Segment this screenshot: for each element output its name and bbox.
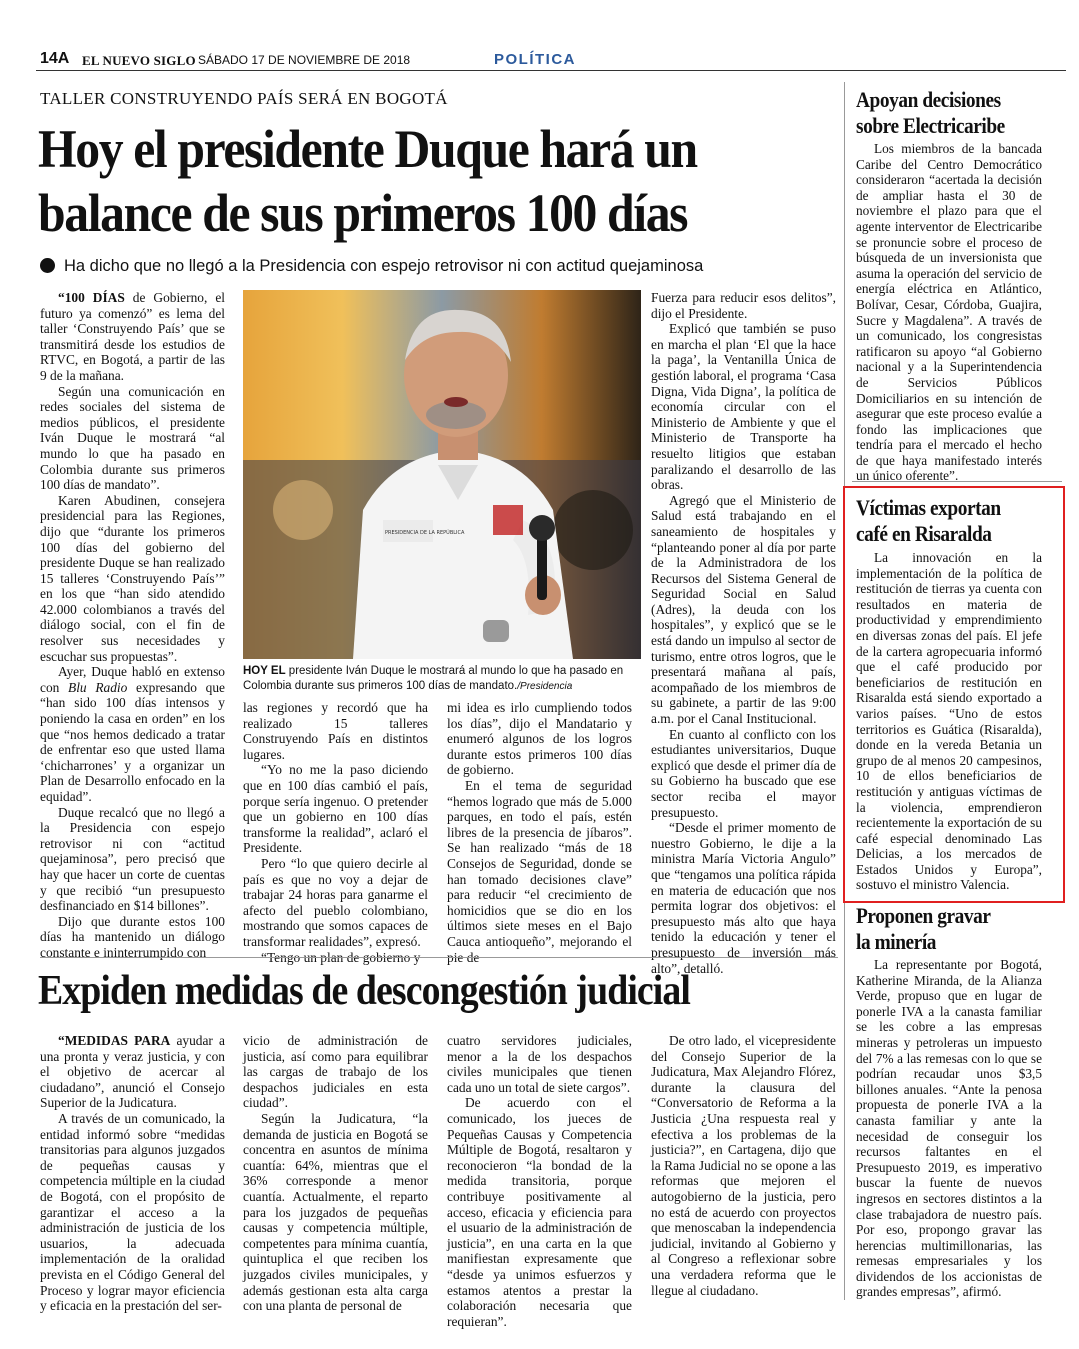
- second-column-1: [40, 1033, 225, 1314]
- lead-in: “100 DÍAS: [58, 290, 125, 305]
- sidebar-body-cafe: La innovación en la implementación de la política de restitución de tierras ya cuenta con resultados en materia de productividad y emprendimiento en diversas zonas del país. El jefe de la cartera agropecuaria informó que el café producido por beneficiarios de restitución en Risaralda está siendo exportado a varios países. “Uno de estos territorios es Guática (Risaralda), donde en la vereda Betania un grupo de al menos 20 campesinos, 10 de ellos beneficiarios de restitución y antiguas víctimas de la violencia, emprendieron recientemente la exportación de su café especial denominado Las Delicias, a los mercados de Estados Unidos y Europa”, sostuvo el ministro Valencia.: [856, 550, 1042, 893]
- paragraph: Explicó que también se puso en marcha el plan ‘El que la hace la paga’, la Ventanilla Única de gestión laboral, el programa ‘Casa Digna, Vida Digna’, la política de economía circular con el Ministerio de Ambiente y que el Ministerio de Transporte ha resuelto litigios que estaban paralizando el desarrollo de las obras.: [651, 321, 836, 493]
- article-headline: [38, 117, 756, 245]
- paragraph: vicio de administración de justicia, así como para equilibrar las cargas de trabajo de los despachos judiciales en esta ciudad”.: [243, 1033, 428, 1111]
- second-column-2: [243, 1033, 428, 1314]
- paragraph: Según la Judicatura, “la demanda de justicia en Bogotá se concentra en asuntos de mínima cuantía: 64%, mientras que el 36% corresponde a menor cuantía. Actualmente, el reparto para los juzgados de pequeñas causas y competencia múltiple, competentes para mínima cuantía, quintuplica el que reciben los juzgados civiles municipales, y además gestionan esta alta carga con una planta de personal de: [243, 1110, 428, 1314]
- article-column-4: [651, 290, 836, 976]
- article-divider: [40, 957, 838, 958]
- paragraph: “Tengo un plan de gobierno y: [261, 949, 421, 965]
- paragraph: Pero “lo que quiero decirle al país es que no voy a dejar de trabajar 24 horas para ganarme el afecto del pueblo colombiano, mostrando que somos capaces de transformar realidades”, expresó.: [243, 855, 428, 949]
- paragraph: “Yo no me la paso diciendo que en 100 días cambió el país, porque sería ingenuo. O pretender que un gobierno en 100 días transforme la realidad”, aclaró el Presidente.: [243, 762, 428, 856]
- subhead-text: Ha dicho que no llegó a la Presidencia con espejo retrovisor ni con actitud quejaminosa: [64, 257, 704, 275]
- caption-lead: HOY EL: [243, 665, 286, 677]
- article-column-2: [243, 700, 428, 965]
- newspaper-name: EL NUEVO SIGLO: [82, 53, 196, 68]
- article-subhead: [40, 257, 703, 276]
- paragraph: Fuerza para reducir esos delitos”, dijo el Presidente.: [651, 290, 836, 321]
- paragraph: cuatro servidores judiciales, menor a la de los despachos civiles municipales que tienen cada uno un total de siete cargos”.: [447, 1033, 632, 1095]
- paragraph: Duque recalcó que no llegó a la Presidencia con espejo retrovisor ni con “actitud quejaminosa”, pero precisó que hay que hacer un corte de cuentas y que recibió “un presupuesto desfinanciado en $14 billones”.: [40, 804, 225, 914]
- second-column-3: [447, 1033, 632, 1329]
- article-column-1: [40, 290, 225, 961]
- paragraph: A través de un comunicado, la entidad informó sobre “medidas transitorias para algunos juzgados de pequeñas causas y competencia múltiple en la ciudad de Bogotá, con el propósito de garantizar el acceso a la administración de justicia de los usuarios, la adecuada implementación de la oralidad prevista en el Código General del Proceso y lograr mayor eficiencia y eficacia en la prestación del ser-: [40, 1110, 225, 1314]
- sidebar-title-cafe: Víctimas exportan café en Risaralda: [856, 495, 1001, 546]
- sidebar-body-electricaribe: Los miembros de la bancada Caribe del Centro Democrático consideraron “acertada la decisión de ampliar hasta el 30 de noviembre el plazo para que el agente interventor de Electricaribe se pronuncie sobre el proceso de búsqueda de un inversionista que asuma la operación del servicio de energía eléctrica en Atlántico, Bolívar, Cesar, Córdoba, Guajira, Sucre y Magdalena”. A través de un comunicado, los congresistas ratificaron su apoyo “al Gobierno nacional y a la Superintendencia de Servicios Públicos Domiciliarios en su intención de asegurar que este proceso evalúe a fondo las implicaciones que tendría para el mercado el hecho de que haya manifestado interés un único oferente”.: [856, 141, 1042, 484]
- paragraph: “MEDIDAS PARA ayudar a una pronta y veraz justicia, y con el objetivo de acercar al ciudadano”, anunció el Consejo Superior de la Judicatura.: [40, 1033, 225, 1111]
- duque-photo-illustration: [243, 290, 641, 659]
- photo-caption: [243, 664, 641, 694]
- caption-credit: /Presidencia: [517, 681, 573, 692]
- issue-date: SÁBADO 17 DE NOVIEMBRE DE 2018: [198, 53, 411, 67]
- bullet-icon: [40, 258, 55, 273]
- sidebar-body-mineria: La representante por Bogotá, Katherine Miranda, de la Alianza Verde, propuso que en lugar de ponerle IVA a la canasta familiar se les cobre a las empresas mineras y petroleras un impuesto del 7% a las remesas con lo que se podrían recaudar unos $3,5 billones anuales. “Ante la penosa propuesta de ponerle IVA a la canasta familiar y ante la necesidad de conseguir los recursos faltantes en el Presupuesto 2019, es imperativo buscar la fuente de nuevos ingresos en sectores distintos a la clase trabajadora de nuestro país. Por eso, propongo gravar las herencias multimillonarias, las remesas empresariales y los dividendos de los accionistas de grandes empresas”, afirmó.: [856, 957, 1042, 1300]
- article-kicker: TALLER CONSTRUYENDO PAÍS SERÁ EN BOGOTÁ: [40, 89, 448, 108]
- article-photo: [243, 290, 641, 659]
- page-header: [36, 50, 1066, 72]
- photo-badge-text: PRESIDENCIA DE LA REPÚBLICA: [385, 530, 465, 536]
- paragraph: Ayer, Duque habló en extenso con Blu Radio expresando que “han sido 100 días intensos y poniendo la casa en orden” en los que “nos hemos dedicado a tratar de enfrentar eso que usted llama ‘chicharrones’ y a organizar un Plan de Desarrollo enfocado en la equidad”.: [40, 664, 225, 804]
- article-column-3: [447, 700, 632, 965]
- paragraph: Dijo que durante estos 100 días ha mantenido un diálogo constante e ininterrumpido con: [40, 913, 225, 960]
- paragraph: mi idea es irlo cumpliendo todos los días”, dijo el Mandatario y enumeró algunos de los logros durante estos primeros 100 días de gobierno.: [447, 700, 632, 778]
- caption-text: presidente Iván Duque le mostrará al mundo lo que ha pasado en Colombia durante sus primeros 100 días de mandato.: [243, 665, 624, 692]
- paragraph: “100 DÍAS de Gobierno, el futuro ya comenzó” es lema del taller ‘Construyendo País’ que se transmitirá desde los estudios de RTVC, en Bogotá, a partir de las 9 de la mañana.: [40, 290, 225, 383]
- header-rule: [36, 70, 1066, 71]
- paragraph: De otro lado, el vicepresidente del Consejo Superior de la Judicatura, Max Alejandro Flórez, durante la clausura del “Conversatorio de Reforma a la Justicia ¿Una respuesta real y efectiva a los problemas de la justicia?”, en Cartagena, dijo que la Rama Judicial no se opone a las reformas que mejoren el autogobierno de la justicia, pero no está de acuerdo con proyectos que menoscaban la independencia judicial, invitando al Gobierno y al Congreso a reflexionar sobre una verdadera reforma que le llegue al ciudadano.: [651, 1033, 836, 1298]
- second-headline: Expiden medidas de descongestión judicial: [38, 968, 691, 1014]
- paragraph: las regiones y recordó que ha realizado 15 talleres Construyendo País en distintos lugares.: [243, 700, 428, 762]
- headline-line-1: Hoy el presidente Duque hará un: [38, 119, 697, 179]
- sidebar-title-electricaribe: Apoyan decisiones sobre Electricaribe: [856, 87, 1005, 138]
- paragraph: De acuerdo con el comunicado, los jueces de Pequeñas Causas y Competencia Múltiple de Bogotá, resaltaron y reconocieron “la bondad de la medida transitoria, porque contribuye positivamente al acceso, eficacia y eficiencia para el usuario de la administración de justicia”, en una carta en la que manifiestan expresamente que “desde ya unimos esfuerzos y estamos atentos a prestar la colaboración necesaria que requieran”.: [447, 1095, 632, 1329]
- paragraph: En cuanto al conflicto con los estudiantes universitarios, Duque explicó que desde el primer día de su Gobierno ha buscado que ese sector reciba el mayor presupuesto.: [651, 726, 836, 820]
- paragraph: En el tema de seguridad “hemos logrado que más de 5.000 parques, en todo el país, estén libres de la presencia de jíbaros”. Se han realizado “más de 18 Consejos de Seguridad, donde se han tomado decisiones clave” para reducir “el crecimiento de homicidios que se dio en los últimos siete meses en el Bajo Cauca antioqueño”, mejorando el pie de: [447, 777, 632, 965]
- headline-line-2: balance de sus primeros 100 días: [38, 183, 688, 243]
- section-label: POLÍTICA: [494, 51, 576, 68]
- page-number: 14A: [40, 50, 70, 67]
- paragraph: Según una comunicación en redes sociales del sistema de medios públicos, el presidente Iván Duque le mostrará “al mundo lo que ha pasado en Colombia durante sus primeros 100 días de mandato”.: [40, 383, 225, 493]
- paragraph: Agregó que el Ministerio de Salud está trabajando en el saneamiento de hospitales y “planteando poner al día por parte de la Administradora de los Recursos del Sistema General de Seguridad Social en Salud (Adres), la deuda con los hospitales”, y explicó que se le está dando un impulso al sector de turismo, entre otros logros, que le presentará mañana al país, acompañado de los miembros de su gabinete, a partir de las 9:00 a.m. por el Canal Institucional.: [651, 492, 836, 727]
- sidebar-title-mineria: Proponen gravar la minería: [856, 903, 991, 954]
- paragraph: Karen Abudinen, consejera presidencial para las Regiones, dijo que “durante los primeros 100 días del gobierno del presidente Duque se han realizado 15 talleres ‘Construyendo País’” en los que “han sido atendido 42.000 colombianos a través del diálogo social, con el fin de resolver sus necesidades y escuchar sus propuestas”.: [40, 492, 225, 664]
- paragraph: “Desde el primer momento de nuestro Gobierno, le dije a la ministra María Victoria Angulo” que “tengamos una política rápida en materia de educación que nos permita lograr dos objetivos: el presupuesto más alto que haya tenido la educación y tener el presupuesto de inversión más alto”, detalló.: [651, 820, 836, 976]
- second-column-4: [651, 1033, 836, 1298]
